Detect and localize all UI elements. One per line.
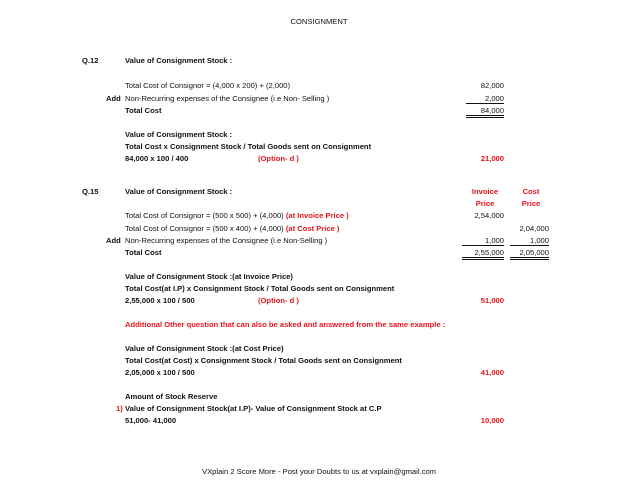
add-prefix: Add [106,94,121,103]
column-header-invoice: Invoice [471,187,499,196]
question-number: Q.15 [82,187,99,196]
line-label: Non-Recurring expenses of the Consignee (i.e Non-Selling ) [125,236,328,245]
line-label: Non-Recurring expenses of the Consignee (i.e Non- Selling ) [125,94,330,103]
calculation: 84,000 x 100 / 400 [125,154,189,163]
additional-note: Additional Other question that can also be asked and answered from the same example : [125,320,446,329]
add-prefix: Add [106,236,121,245]
answer-value: 21,000 [480,154,504,163]
line-note: (at Cost Price ) [285,224,340,233]
answer-value: 41,000 [480,368,504,377]
answer-value: 10,000 [480,416,504,425]
list-number: 1) [116,404,123,413]
line-note: (at Invoice Price ) [285,211,349,220]
total-label: Total Cost [125,106,162,115]
answer-value: 51,000 [480,296,504,305]
total-value: 84,000 [466,106,504,118]
line-value-cost: 1,000 [510,236,549,246]
total-label: Total Cost [125,248,162,257]
total-value-invoice: 2,55,000 [462,248,504,260]
page-title: CONSIGNMENT [290,17,348,26]
line-value-invoice: 1,000 [462,236,504,246]
line-value: 2,000 [466,94,504,104]
line-value-invoice: 2,54,000 [474,211,504,220]
reserve-heading: Amount of Stock Reserve [125,392,218,401]
section-heading: Value of Consignment Stock : [125,187,233,196]
formula: Total Cost x Consignment Stock / Total Goods sent on Consignment [125,142,372,151]
calc-heading: Value of Consignment Stock :(at Cost Price) [125,344,284,353]
line-value: 82,000 [480,81,504,90]
option-label: (Option- d ) [258,296,299,305]
calc-heading: Value of Consignment Stock :(at Invoice Price) [125,272,293,281]
formula: Total Cost(at Cost) x Consignment Stock / Total Goods sent on Consignment [125,356,402,365]
calculation: 2,05,000 x 100 / 500 [125,368,195,377]
line-label: Total Cost of Consignor = (500 x 400) + (4,000) [125,224,284,233]
column-header-cost-price: Price [521,199,541,208]
calculation: 51,000- 41,000 [125,416,177,425]
calc-heading: Value of Consignment Stock : [125,130,233,139]
option-label: (Option- d ) [258,154,299,163]
footer-text: VXplain 2 Score More - Post your Doubts to us at vxplain@gmail.com [202,467,436,476]
question-number: Q.12 [82,56,99,65]
column-header-invoice-price: Price [475,199,495,208]
section-heading: Value of Consignment Stock : [125,56,233,65]
line-label: Total Cost of Consignor = (500 x 500) + (4,000) [125,211,284,220]
total-value-cost: 2,05,000 [510,248,549,260]
formula: Value of Consignment Stock(at I.P)- Value of Consignment Stock at C.P [125,404,382,413]
calculation: 2,55,000 x 100 / 500 [125,296,195,305]
line-value-cost: 2,04,000 [519,224,549,233]
column-header-cost: Cost [522,187,540,196]
line-label: Total Cost of Consignor = (4,000 x 200) + (2,000) [125,81,291,90]
formula: Total Cost(at I.P) x Consignment Stock / Total Goods sent on Consignment [125,284,395,293]
